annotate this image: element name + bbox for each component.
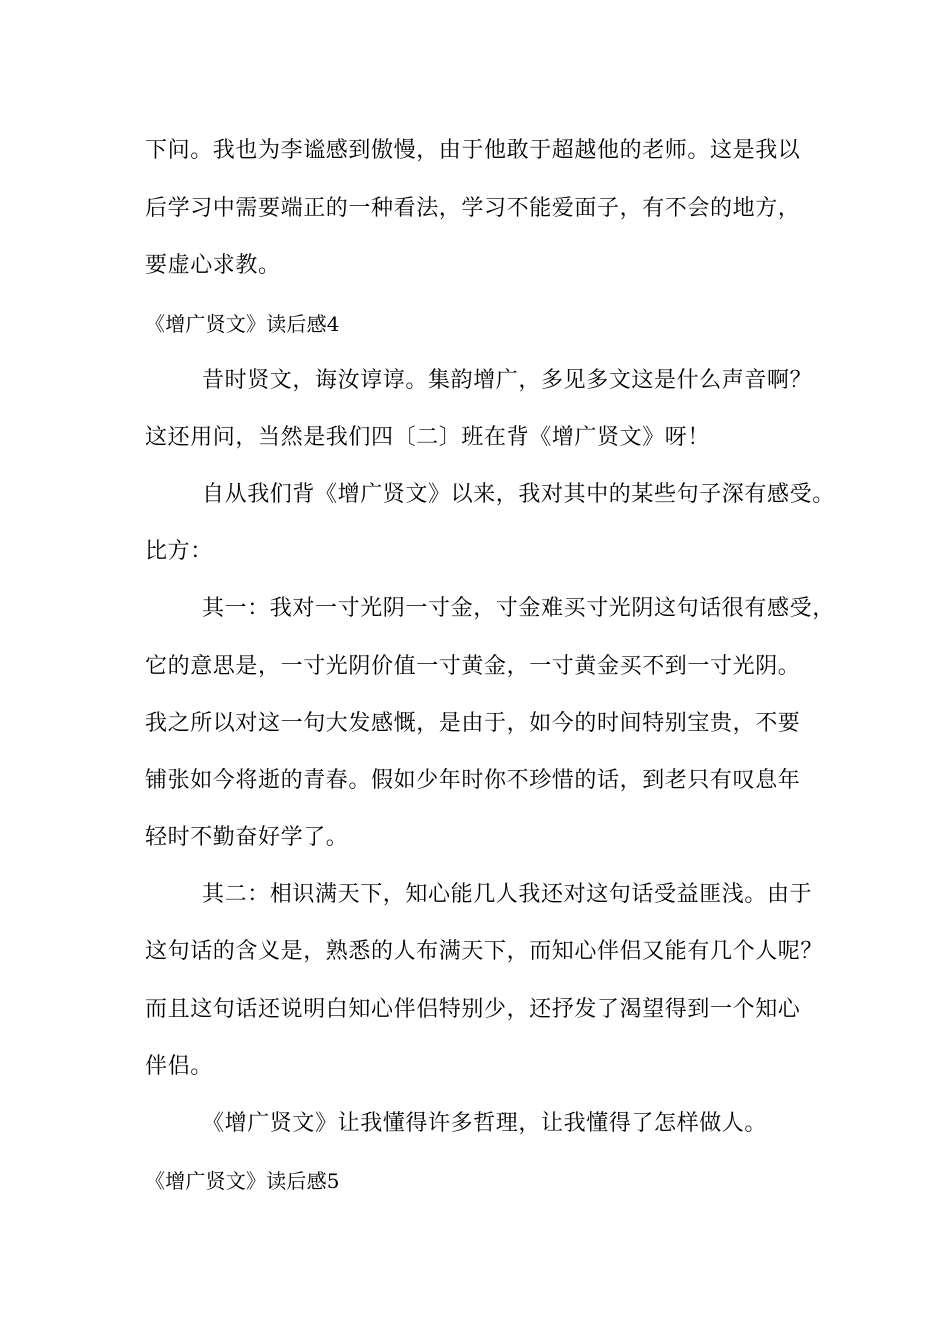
paragraph-3-line-3: 我之所以对这一句大发感慨，是由于，如今的时间特别宝贵，不要	[145, 711, 801, 736]
paragraph-1-line-2: 这还用问，当然是我们四〔二〕班在背《增广贤文》呀！	[145, 425, 711, 450]
paragraph-3-line-4: 铺张如今将逝的青春。假如少年时你不珍惜的话，到老只有叹息年	[145, 768, 801, 793]
continuation-line-2: 后学习中需要端正的一种看法，学习不能爱面子，有不会的地方，	[145, 196, 801, 221]
paragraph-3-line-5: 轻时不勤奋好学了。	[145, 825, 349, 850]
continuation-line-1: 下问。我也为李谧感到傲慢，由于他敢于超越他的老师。这是我以	[145, 138, 801, 163]
paragraph-4-line-3: 而且这句话还说明白知心伴侣特别少，还抒发了渴望得到一个知心	[145, 997, 801, 1022]
paragraph-4-line-4: 伴侣。	[145, 1054, 213, 1079]
paragraph-1-line-1: 昔时贤文，诲汝谆谆。集韵增广，多见多文这是什么声音啊？	[202, 368, 813, 393]
paragraph-4-line-2: 这句话的含义是，熟悉的人布满天下，而知心伴侣又能有几个人呢？	[145, 939, 824, 964]
paragraph-3-line-1: 其一：我对一寸光阴一寸金，寸金难买寸光阴这句话很有感受，	[202, 596, 835, 621]
paragraph-2-line-2: 比方：	[145, 539, 213, 564]
section-4-title: 《增广贤文》读后感4	[145, 312, 340, 336]
paragraph-4-line-1: 其二：相识满天下，知心能几人我还对这句话受益匪浅。由于	[202, 882, 813, 907]
continuation-line-3: 要虚心求教。	[145, 253, 281, 278]
paragraph-2-line-1: 自从我们背《增广贤文》以来，我对其中的某些句子深有感受。	[202, 482, 835, 507]
section-5-title: 《增广贤文》读后感5	[145, 1169, 340, 1193]
paragraph-5-line-1: 《增广贤文》让我懂得许多哲理，让我懂得了怎样做人。	[202, 1111, 768, 1136]
paragraph-3-line-2: 它的意思是，一寸光阴价值一寸黄金，一寸黄金买不到一寸光阴。	[145, 654, 801, 679]
